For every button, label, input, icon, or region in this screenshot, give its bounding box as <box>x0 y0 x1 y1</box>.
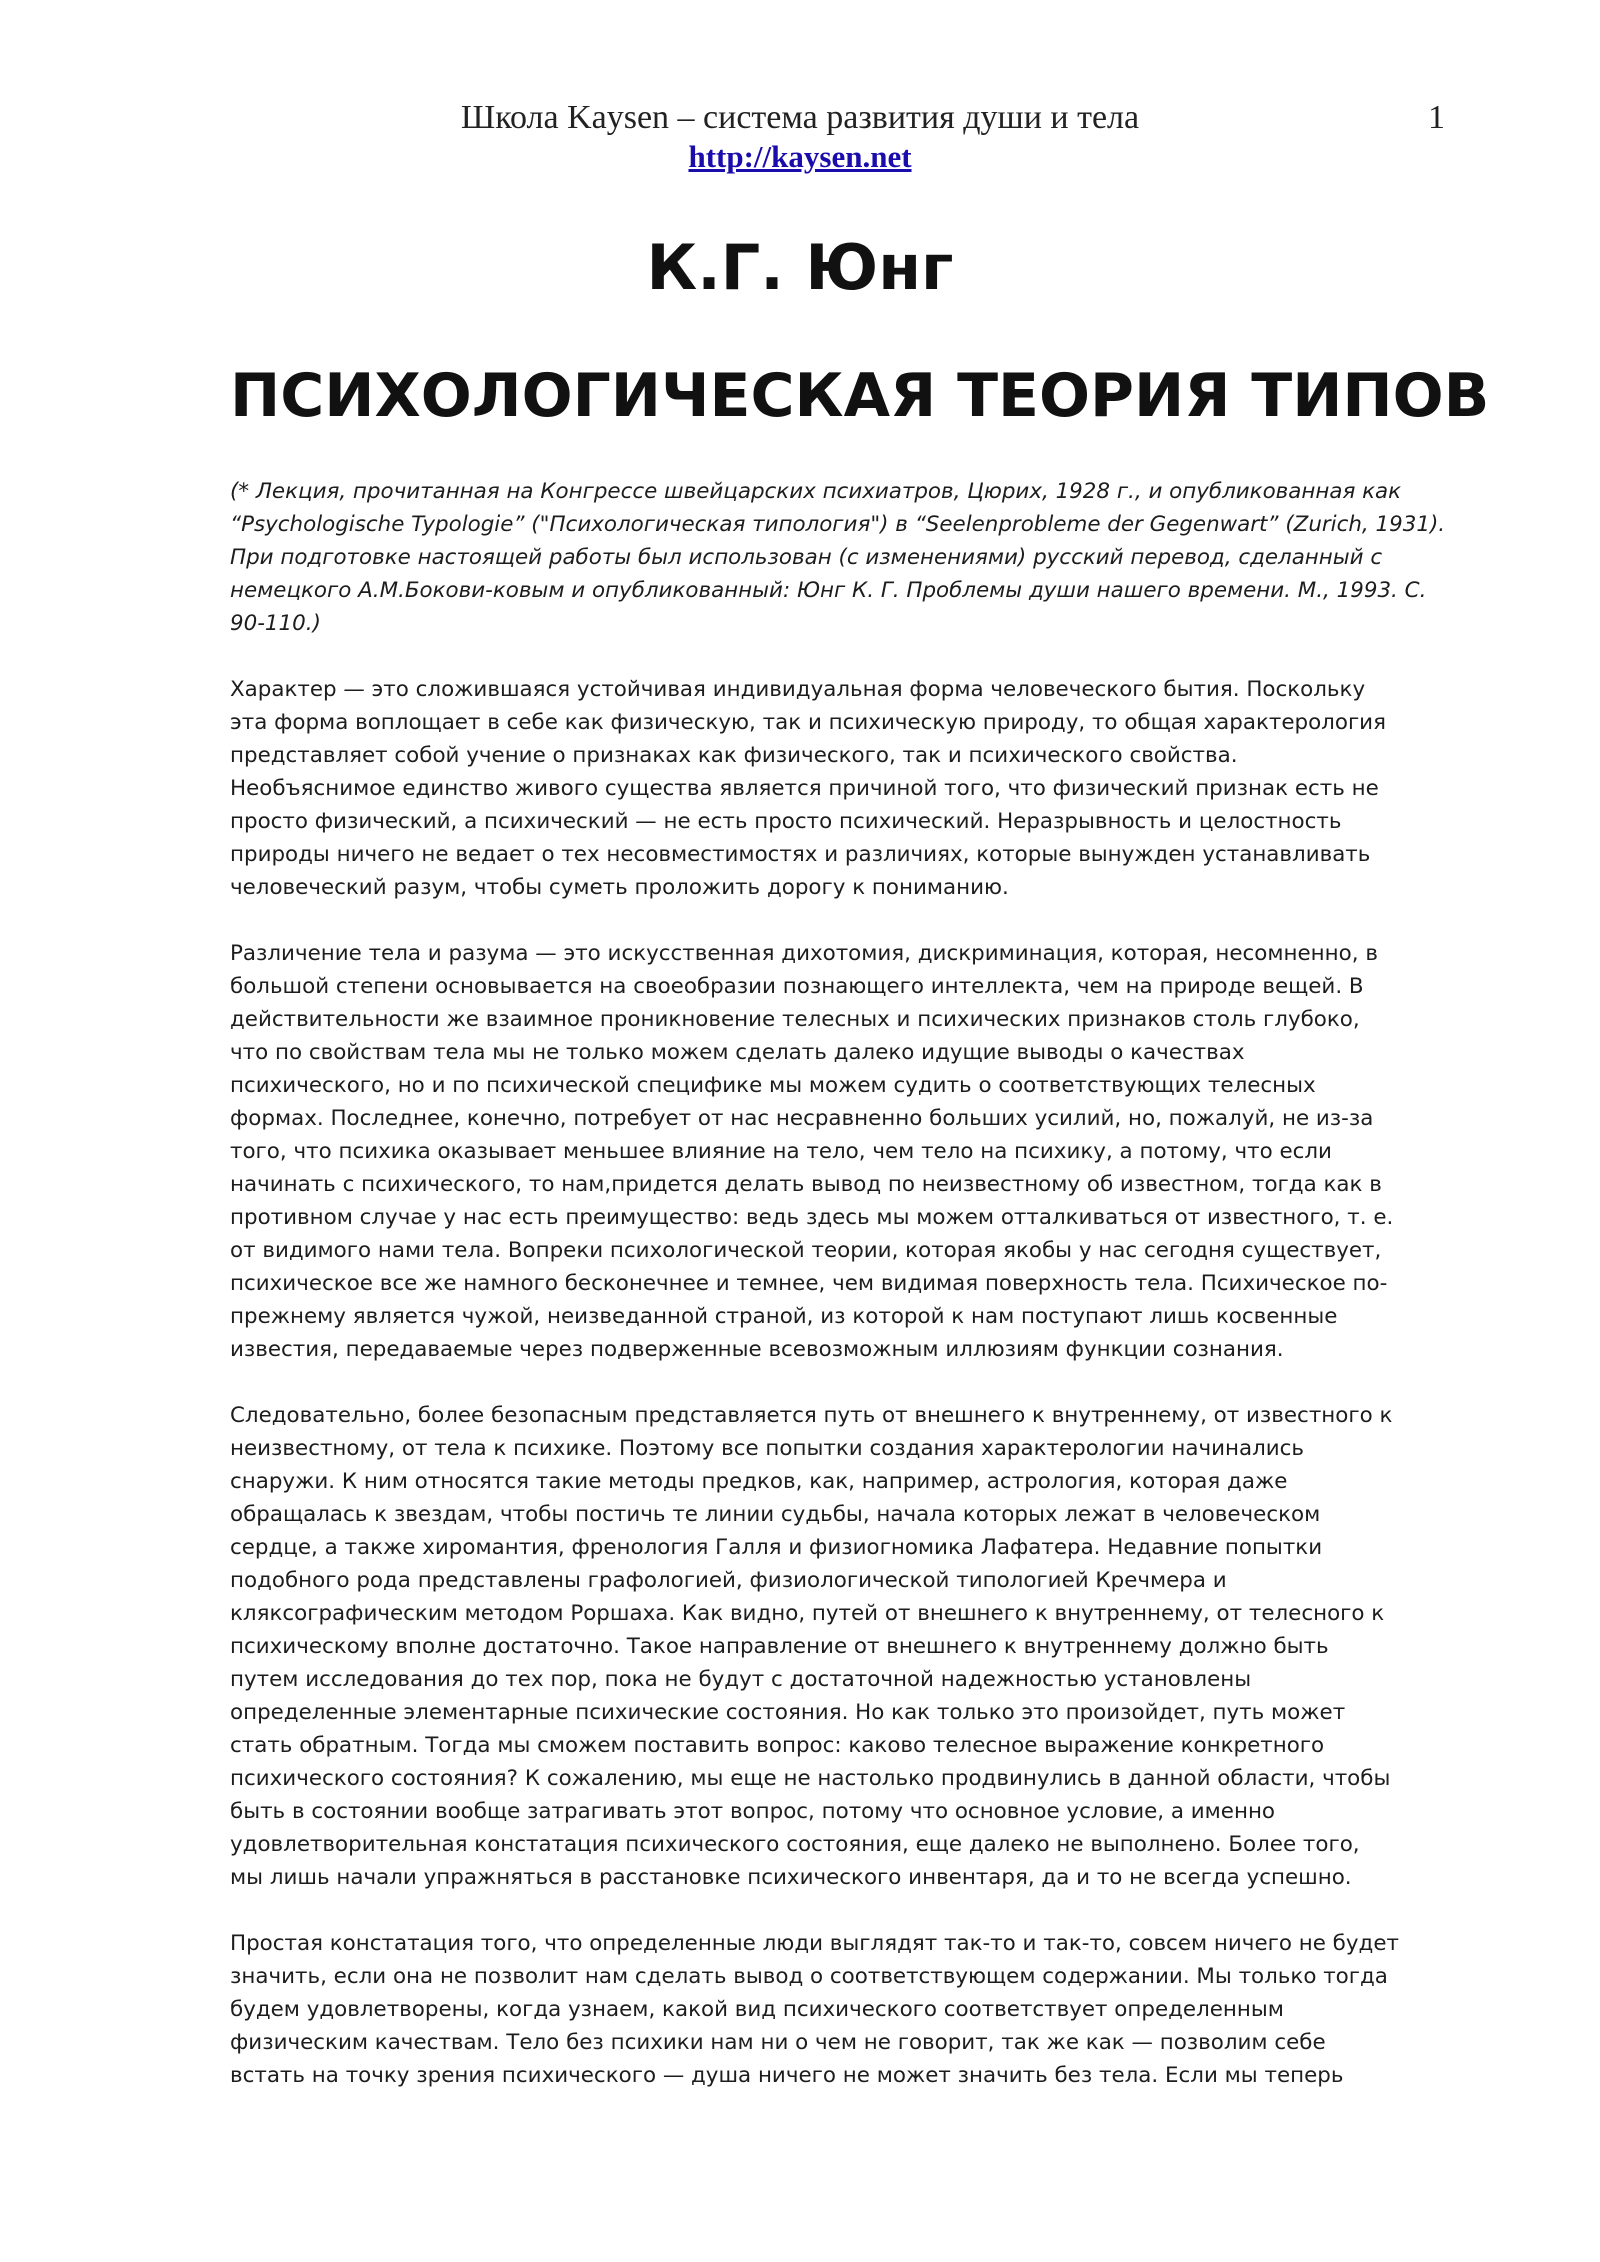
text-line: сердце, а также хиромантия, френология Галля и физиогномика Лафатера. Недавние попытки <box>230 1535 1323 1560</box>
text-line: физическим качествам. Тело без психики нам ни о чем не говорит, так же как — позволим себе <box>230 2030 1326 2055</box>
paragraph <box>230 937 1470 1366</box>
text-line: действительности же взаимное проникновение телесных и психических признаков столь глубоко, <box>230 1007 1360 1032</box>
text-line: того, что психика оказывает меньшее влияние на тело, чем тело на психику, а потому, что если <box>230 1139 1332 1164</box>
text-line: обращалась к звездам, чтобы постичь те линии судьбы, начала которых лежат в человеческом <box>230 1502 1321 1527</box>
text-line: Различение тела и разума — это искусственная дихотомия, дискриминация, которая, несомненно, в <box>230 941 1378 966</box>
paragraph <box>230 673 1470 904</box>
text-line: путем исследования до тех пор, пока не будут с достаточной надежностью установлены <box>230 1667 1252 1692</box>
page-number: 1 <box>1428 99 1445 136</box>
paragraph <box>230 1927 1470 2092</box>
text-line: Характер — это сложившаяся устойчивая индивидуальная форма человеческого бытия. Поскольку <box>230 677 1366 702</box>
text-line: мы лишь начали упражняться в расстановке психического инвентаря, да и то не всегда успешно. <box>230 1865 1352 1890</box>
text-line: эта форма воплощает в себе как физическую, так и психическую природу, то общая характерология <box>230 710 1386 735</box>
text-line: формах. Последнее, конечно, потребует от нас несравненно больших усилий, но, пожалуй, не из-за <box>230 1106 1374 1131</box>
text-line: противном случае у нас есть преимущество: ведь здесь мы можем отталкиваться от известного, т. е. <box>230 1205 1394 1230</box>
text-line: психического, но и по психической специфике мы можем судить о соответствующих телесных <box>230 1073 1316 1098</box>
text-line: быть в состоянии вообще затрагивать этот вопрос, потому что основное условие, а именно <box>230 1799 1276 1824</box>
text-line: определенные элементарные психические состояния. Но как только это произойдет, путь может <box>230 1700 1346 1725</box>
text-line: представляет собой учение о признаках как физического, так и психического свойства. <box>230 743 1238 768</box>
text-line: Необъяснимое единство живого существа является причиной того, что физический признак есть не <box>230 776 1379 801</box>
page-header <box>0 98 1600 176</box>
text-line: прежнему является чужой, неизведанной страной, из которой к нам поступают лишь косвенные <box>230 1304 1338 1329</box>
text-line: будем удовлетворены, когда узнаем, какой вид психического соответствует определенным <box>230 1997 1284 2022</box>
text-line: большой степени основывается на своеобразии познающего интеллекта, чем на природе вещей. В <box>230 974 1364 999</box>
editorial-note <box>230 475 1470 640</box>
note-line: При подготовке настоящей работы был использован (с изменениями) русский перевод, сделанный с <box>230 545 1383 570</box>
text-line: Простая констатация того, что определенные люди выглядят так-то и так-то, совсем ничего не будет <box>230 1931 1399 1956</box>
text-line: Следовательно, более безопасным представляется путь от внешнего к внутреннему, от известного к <box>230 1403 1393 1428</box>
text-line: известия, передаваемые через подверженные всевозможным иллюзиям функции сознания. <box>230 1337 1284 1362</box>
text-line: стать обратным. Тогда мы сможем поставить вопрос: каково телесное выражение конкретного <box>230 1733 1325 1758</box>
document-body <box>230 475 1470 2125</box>
document-title: ПСИХОЛОГИЧЕСКАЯ ТЕОРИЯ ТИПОВ <box>230 361 1490 431</box>
text-line: снаружи. К ним относятся такие методы предков, как, например, астрология, которая даже <box>230 1469 1288 1494</box>
text-line: от видимого нами тела. Вопреки психологической теории, которая якобы у нас сегодня существует, <box>230 1238 1382 1263</box>
note-line: немецкого А.М.Бокови-ковым и опубликованный: Юнг К. Г. Проблемы души нашего времени. М., 1993. С. <box>230 578 1427 603</box>
note-line: (* Лекция, прочитанная на Конгрессе швейцарских психиатров, Цюрих, 1928 г., и опубликованная как <box>230 479 1402 504</box>
text-line: психическое все же намного бесконечнее и темнее, чем видимая поверхность тела. Психическое по- <box>230 1271 1388 1296</box>
text-line: человеческий разум, чтобы суметь проложить дорогу к пониманию. <box>230 875 1009 900</box>
paragraph <box>230 1399 1470 1894</box>
note-line: 90-110.) <box>230 611 321 636</box>
text-line: неизвестному, от тела к психике. Поэтому все попытки создания характерологии начинались <box>230 1436 1305 1461</box>
text-line: природы ничего не ведает о тех несовместимостях и различиях, которые вынужден устанавливать <box>230 842 1371 867</box>
text-line: просто физический, а психический — не есть просто психический. Неразрывность и целостность <box>230 809 1342 834</box>
text-line: удовлетворительная констатация психического состояния, еще далеко не выполнено. Более того, <box>230 1832 1360 1857</box>
text-line: психического состояния? К сожалению, мы еще не настолько продвинулись в данной области, чтобы <box>230 1766 1391 1791</box>
text-line: что по свойствам тела мы не только можем сделать далеко идущие выводы о качествах <box>230 1040 1245 1065</box>
text-line: кляксографическим методом Роршаха. Как видно, путей от внешнего к внутреннему, от телесного к <box>230 1601 1385 1626</box>
text-line: начинать с психического, то нам,придется делать вывод по неизвестному об известном, тогда как в <box>230 1172 1382 1197</box>
text-line: психическому вполне достаточно. Такое направление от внешнего к внутреннему должно быть <box>230 1634 1329 1659</box>
school-title: Школа Kaysen – система развития души и тела <box>460 99 1140 136</box>
author-name: К.Г. Юнг <box>646 231 954 304</box>
text-line: подобного рода представлены графологией, физиологической типологией Кречмера и <box>230 1568 1227 1593</box>
text-line: значить, если она не позволит нам сделать вывод о соответствующем содержании. Мы только тогда <box>230 1964 1388 1989</box>
text-line: встать на точку зрения психического — душа ничего не может значить без тела. Если мы теперь <box>230 2063 1344 2088</box>
website-link[interactable]: http://kaysen.net <box>688 139 912 174</box>
note-line: “Psychologische Typologie” ("Психологическая типология") в “Seelenprobleme der Gegenwart” (Zurich, 1931). <box>230 512 1446 537</box>
